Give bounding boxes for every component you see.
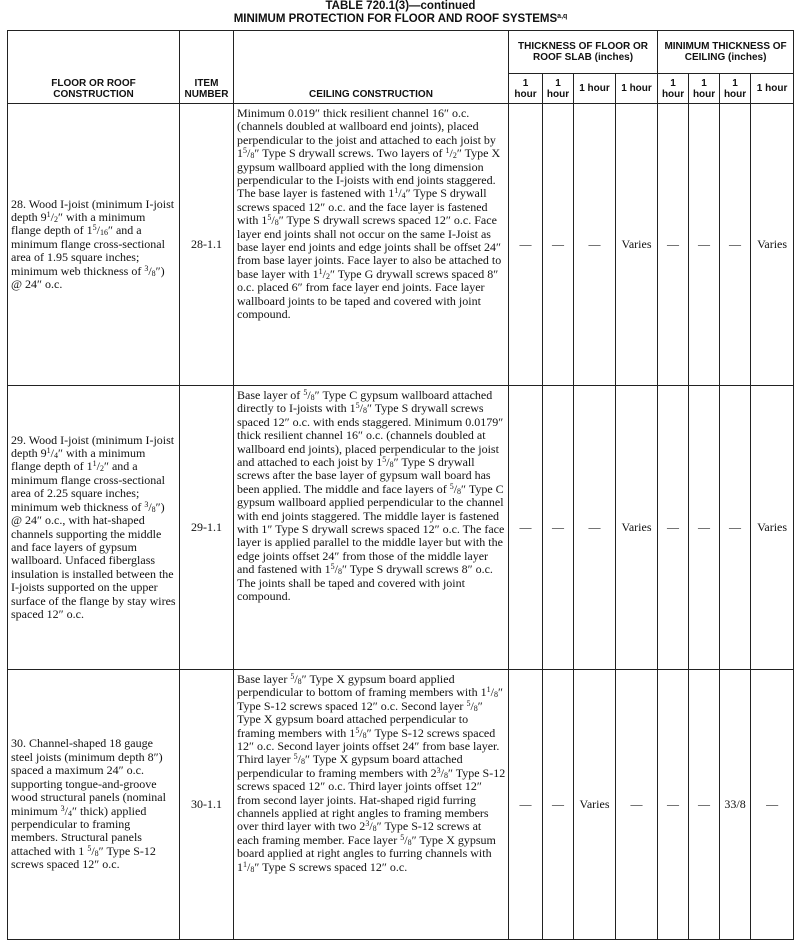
slab-thickness-cell: — bbox=[543, 104, 574, 386]
ceiling-thickness-cell: — bbox=[658, 670, 689, 940]
floor-roof-construction-cell: 28. Wood I-joist (minimum I-joist depth $9^1/_2''$ with a minimum flange depth of $1^5/_{16}''$ and a minimum flange cross-sectional area of 1.95 square inches; minimum web thickness of $^3/_8''$) @ 24″ o.c. bbox=[8, 104, 180, 386]
slab-thickness-cell: Varies bbox=[574, 670, 616, 940]
header-ceiling-thickness: MINIMUM THICKNESS OF CEILING (inches) bbox=[658, 31, 794, 74]
ceiling-thickness-cell: Varies bbox=[751, 104, 794, 386]
slab-thickness-cell: — bbox=[616, 670, 658, 940]
slab-thickness-cell: Varies bbox=[616, 386, 658, 670]
header-hour: 1 hour bbox=[751, 74, 794, 104]
ceiling-thickness-cell: — bbox=[658, 386, 689, 670]
header-ceiling-construction: CEILING CONSTRUCTION bbox=[234, 31, 509, 104]
header-hour: 1 hour bbox=[574, 74, 616, 104]
ceiling-thickness-cell: — bbox=[751, 670, 794, 940]
header-hour: 1 hour bbox=[616, 74, 658, 104]
slab-thickness-cell: Varies bbox=[616, 104, 658, 386]
ceiling-thickness-cell: — bbox=[689, 104, 720, 386]
header-floor-roof-construction: FLOOR OR ROOF CONSTRUCTION bbox=[8, 31, 180, 104]
ceiling-construction-cell: Base layer of $^5/_8''$ Type C gypsum wallboard attached directly to I-joists with $1^5/_8''$ Type S drywall screws spaced 12″ o.c. with ends staggered. Minimum 0.0179″ thick resilient channel 16″ o.c. (channels doubled at wallboard end joints), placed perpendicular to the joist and attached to each joist by $1^5/_8''$ Type S drywall screws after the base layer of gypsum wall board has been applied. The middle and face layers of $^5/_8''$ Type C gypsum wallboard applied perpendicular to the channel with end joints staggered. The middle layer is fastened with 1″ Type S drywall screws spaced 12″ o.c. The face layer is applied parallel to the middle layer but with the edge joints offset 24″ from those of the middle layer and fastened with $1^5/_8''$ Type S drywall screws 8″ o.c. The joints shall be taped and covered with joint compound. bbox=[234, 386, 509, 670]
header-slab-thickness: THICKNESS OF FLOOR OR ROOF SLAB (inches) bbox=[509, 31, 658, 74]
item-number-cell: 30-1.1 bbox=[180, 670, 234, 940]
ceiling-thickness-cell: — bbox=[689, 386, 720, 670]
header-hour: 1 hour bbox=[509, 74, 543, 104]
header-hour: 1 hour bbox=[543, 74, 574, 104]
table-title bbox=[0, 0, 801, 26]
slab-thickness-cell: — bbox=[574, 104, 616, 386]
table-title-line1: TABLE 720.1(3)—continued bbox=[325, 0, 476, 12]
ceiling-thickness-cell: — bbox=[689, 670, 720, 940]
ceiling-thickness-cell: 33/8 bbox=[720, 670, 751, 940]
slab-thickness-cell: — bbox=[509, 670, 543, 940]
floor-roof-construction-cell: 30. Channel-shaped 18 gauge steel joists (minimum depth 8″) spaced a maximum 24″ o.c. supporting tongue-and-groove wood structural panels (nominal minimum $^3/_4''$ thick) applied perpendicular to framing members. Structural panels attached with 1 $^5/_8''$ Type S-12 screws spaced 12″ o.c. bbox=[8, 670, 180, 940]
table-title-footnote-ref: a,q bbox=[557, 13, 568, 20]
slab-thickness-cell: — bbox=[543, 386, 574, 670]
protection-table bbox=[7, 30, 794, 940]
slab-thickness-cell: — bbox=[509, 386, 543, 670]
floor-roof-construction-cell: 29. Wood I-joist (minimum I-joist depth $9^1/_4''$ with a minimum flange depth of $1^1/_2''$ and a minimum flange cross-sectional area of 2.25 square inches; minimum web thickness of $^3/_8''$) @ 24″ o.c., with hat-shaped channels supporting the middle and face layers of gypsum wallboard. Unfaced fiberglass insulation is installed between the I-joists supported on the upper surface of the flange by stay wires spaced 12″ o.c. bbox=[8, 386, 180, 670]
table-row bbox=[8, 104, 794, 386]
table-row bbox=[8, 386, 794, 670]
item-number-cell: 28-1.1 bbox=[180, 104, 234, 386]
item-number-cell: 29-1.1 bbox=[180, 386, 234, 670]
ceiling-thickness-cell: Varies bbox=[751, 386, 794, 670]
table-title-text: MINIMUM PROTECTION FOR FLOOR AND ROOF SYSTEMS bbox=[233, 13, 558, 25]
ceiling-construction-cell: Base layer $^5/_8''$ Type X gypsum board applied perpendicular to bottom of framing members with $1^1/_8''$ Type S-12 screws spaced 12″ o.c. Second layer $^5/_8''$ Type X gypsum board attached perpendicular to framing members with $1^5/_8''$ Type S-12 screws spaced 12″ o.c. Second layer joints offset 24″ from base layer. Third layer $^5/_8''$ Type X gypsum board attached perpendicular to framing members with $2^3/_8''$ Type S-12 screws spaced 12″ o.c. Third layer joints offset 12″ from second layer joints. Hat-shaped rigid furring channels applied at right angles to framing members over third layer with two $2^3/_8''$ Type S-12 screws at each framing member. Face layer $^5/_8''$ Type X gypsum board applied at right angles to furring channels with $1^1/_8''$ Type S screws spaced 12″ o.c. bbox=[234, 670, 509, 940]
ceiling-construction-cell: Minimum 0.019″ thick resilient channel 16″ o.c.(channels doubled at wallboard end joints), placed perpendicular to the joist and attached to each joist by $1^5/_8''$ Type S drywall screws. Two layers of $^1/_2''$ Type X gypsum wallboard applied with the long dimension perpendicular to the I-joists with end joints staggered. The base layer is fastened with $1^1/_4''$ Type S drywall screws spaced 12″ o.c. and the face layer is fastened with $1^5/_8''$ Type S drywall screws spaced 12″ o.c. Face layer end joints shall not occur on the same I-Joist as base layer end joints and edge joints shall be offset 24″ from base layer joints. Face layer to also be attached to base layer with $1^1/_2''$ Type G drywall screws spaced 8″ o.c. placed 6″ from face layer end joints. Face layer wallboard joints to be taped and covered with joint compound. bbox=[234, 104, 509, 386]
header-item-number: ITEM NUMBER bbox=[180, 31, 234, 104]
header-hour: 1 hour bbox=[689, 74, 720, 104]
table-title-line2 bbox=[0, 13, 801, 26]
ceiling-thickness-cell: — bbox=[658, 104, 689, 386]
slab-thickness-cell: — bbox=[574, 386, 616, 670]
header-hour: 1 hour bbox=[720, 74, 751, 104]
ceiling-thickness-cell: — bbox=[720, 104, 751, 386]
header-hour: 1 hour bbox=[658, 74, 689, 104]
table-row bbox=[8, 670, 794, 940]
slab-thickness-cell: — bbox=[509, 104, 543, 386]
ceiling-thickness-cell: — bbox=[720, 386, 751, 670]
slab-thickness-cell: — bbox=[543, 670, 574, 940]
